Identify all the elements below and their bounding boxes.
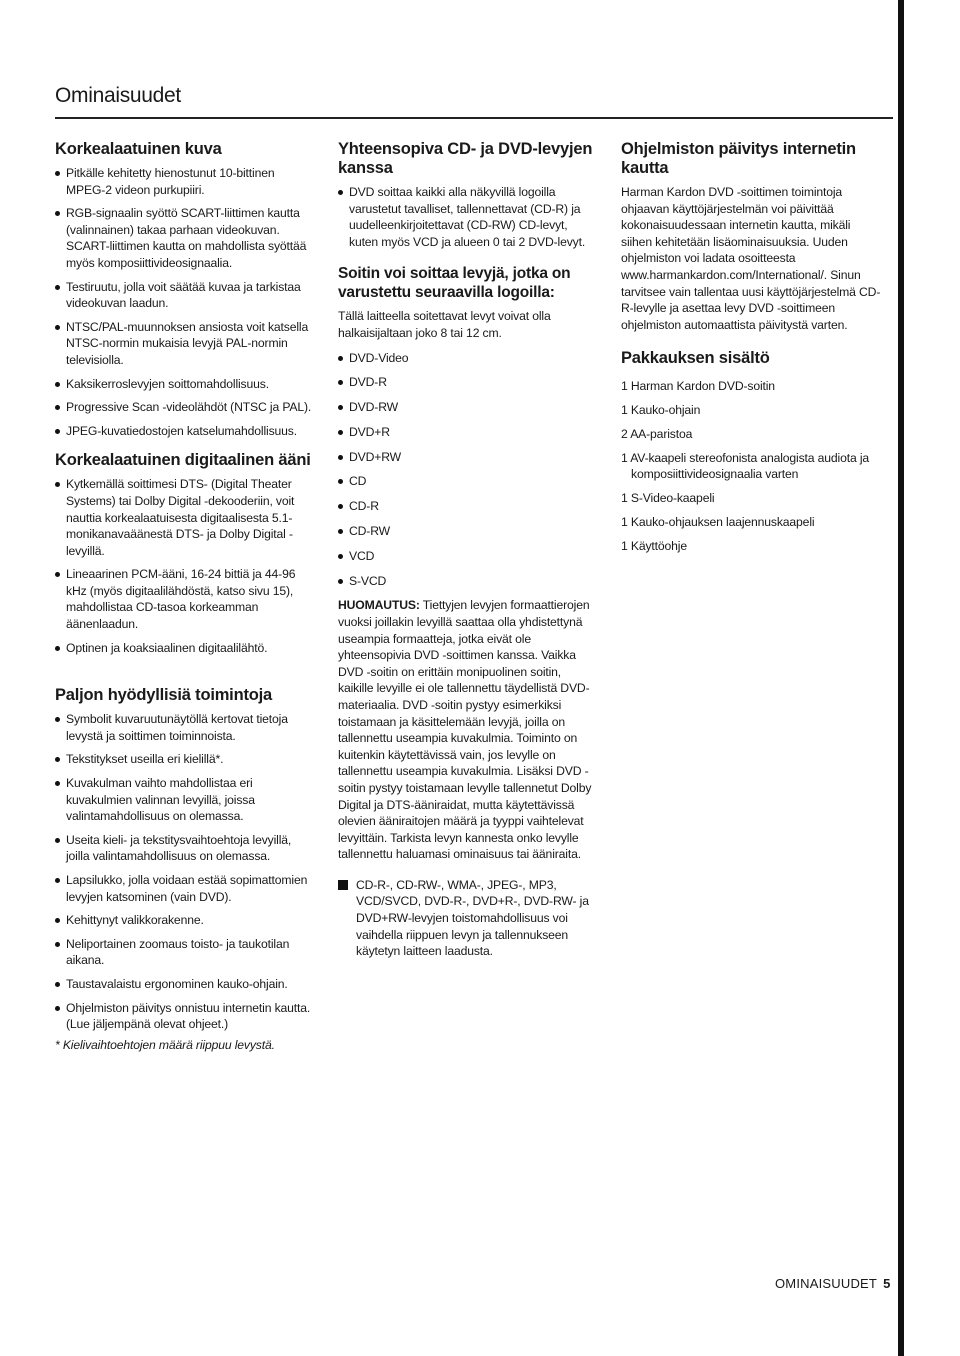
useful-features-list xyxy=(55,711,313,1033)
note-paragraph xyxy=(338,597,598,863)
list-item: 1 AV-kaapeli stereofonista analogista audiota ja komposiittivideosignaalia varten xyxy=(621,450,870,482)
list-item: 1 Käyttöohje xyxy=(621,538,687,553)
list-item: 1 Harman Kardon DVD-soitin xyxy=(621,379,775,394)
image-quality-list xyxy=(55,165,313,439)
section-heading-package-contents: Pakkauksen sisältö xyxy=(621,349,770,368)
note-label: HUOMAUTUS: xyxy=(338,598,420,613)
title-rule xyxy=(55,117,893,119)
list-item: Neliportainen zoomaus toisto- ja taukotilan aikana. xyxy=(55,936,313,969)
section-heading-playable-logos: Soitin voi soittaa levyjä, jotka on varustettu seuraavilla logoilla: xyxy=(338,265,571,302)
list-item: VCD xyxy=(338,548,598,565)
list-item: Kaksikerroslevyjen soittomahdollisuus. xyxy=(55,376,313,393)
list-item: Ohjelmiston päivitys onnistuu internetin kautta. (Lue jäljempänä olevat ohjeet.) xyxy=(55,1000,313,1033)
list-item: Taustavalaistu ergonominen kauko-ohjain. xyxy=(55,976,313,993)
list-item: Kehittynyt valikkorakenne. xyxy=(55,912,313,929)
page-number: 5 xyxy=(883,1276,891,1291)
list-item: Kytkemällä soittimesi DTS- (Digital Theater Systems) tai Dolby Digital -dekooderiin, voit nauttia korkealaatuisesta digitaalisesta 5.1-monikanavaäänestä DTS- ja Dolby Digital -levyillä. xyxy=(55,476,313,559)
section-heading-image-quality: Korkealaatuinen kuva xyxy=(55,140,222,158)
digital-audio-list xyxy=(55,476,313,656)
list-item: DVD soittaa kaikki alla näkyvillä logoilla varustetut tavalliset, tallennettavat (CD-R) ja uudelleenkirjoitettavat (CD-RW) CD-levyt, kuten myös VCD ja alueen 0 tai 2 DVD-levyt. xyxy=(338,184,598,250)
list-item: Tekstitykset useilla eri kielillä*. xyxy=(55,751,313,768)
list-item: NTSC/PAL-muunnoksen ansiosta voit katsella NTSC-normin mukaisia levyjä PAL-normin televisiolla. xyxy=(55,319,313,369)
list-item: DVD-Video xyxy=(338,350,598,367)
list-item: 1 Kauko-ohjauksen laajennuskaapeli xyxy=(621,514,815,529)
list-item: Progressive Scan -videolähdöt (NTSC ja PAL). xyxy=(55,399,313,416)
format-compat-note xyxy=(338,877,598,960)
list-item: Optinen ja koaksiaalinen digitaalilähtö. xyxy=(55,640,313,657)
list-item: Useita kieli- ja tekstitysvaihtoehtoja levyillä, joilla valintamahdollisuus on olemassa. xyxy=(55,832,313,865)
disc-size-intro: Tällä laitteella soitettavat levyt voivat olla halkaisijaltaan joko 8 tai 12 cm. xyxy=(338,309,551,340)
footnote: * Kielivaihtoehtojen määrä riippuu levystä. xyxy=(55,1037,275,1052)
software-update-body: Harman Kardon DVD -soittimen toimintoja ohjaavan käyttöjärjestelmän voi päivittää kokonaisuudessaan internetin kautta, mikäli siihen kehitetään lisäominaisuuksia. Uuden ohjelmiston voi ladata osoitteesta www.harmankardon.com/International/. Sinun tarvitsee vain tallentaa uusi käyttöjärjestelmä CD-R-levylle ja asettaa levy DVD -soittimeen ohjelmiston automaattista päivitystä varten. xyxy=(621,185,881,332)
list-item: DVD-R xyxy=(338,374,598,391)
square-bullet-icon xyxy=(338,880,348,890)
list-item: JPEG-kuvatiedostojen katselumahdollisuus. xyxy=(55,423,313,440)
section-heading-compatibility: Yhteensopiva CD- ja DVD-levyjen kanssa xyxy=(338,140,593,177)
list-item: Symbolit kuvaruutunäytöllä kertovat tietoja levystä ja soittimen toiminnoista. xyxy=(55,711,313,744)
disc-format-list xyxy=(338,350,598,590)
list-item: DVD-RW xyxy=(338,399,598,416)
list-item: 1 Kauko-ohjain xyxy=(621,403,701,418)
page-edge-rule xyxy=(898,0,904,1356)
note-text: Tiettyjen levyjen formaattierojen vuoksi joillakin levyillä saattaa olla yhdistettynä useampia formaatteja, jotka eivät ole yhteensopivia DVD -soittimen kanssa. Vaikka DVD -soitin on erittäin monipuolinen soitin, kaikille levyille ei ole tallennettu täydellistä DVD-materiaalia. DVD -soitin pystyy esimerkiksi toistamaan ja käsittelemään levyjä, joilla on tallennettu useampia kuvakulmia. Toiminto on kuitenkin käytettävissä vain, jos levylle on tallennettu useampia kuvakulmia. Lisäksi DVD -soitin pystyy toistamaan levylle tallennetut Dolby Digital ja DTS-ääniraidat, mutta käytettävissä olevien ääniraitojen määrä ja tyyppi vaihtelevat levyittäin. Tarkista levyn kannesta onko levylle tallennettu haluamasi ominaisuus tai ääniraita. xyxy=(338,598,592,862)
list-item: Lapsilukko, jolla voidaan estää sopimattomien levyjen katsominen (vain DVD). xyxy=(55,872,313,905)
section-heading-useful-features: Paljon hyödyllisiä toimintoja xyxy=(55,686,272,705)
list-item: RGB-signaalin syöttö SCART-liittimen kautta (valinnainen) takaa parhaan videokuvan. SCART-liittimen kautta on mahdollista syöttää myös komposiittivideosignaalia. xyxy=(55,205,313,271)
package-contents-list xyxy=(621,378,883,554)
list-item: Kuvakulman vaihto mahdollistaa eri kuvakulmien valinnan levyillä, joissa valintamahdollisuus on olemassa. xyxy=(55,775,313,825)
list-item: Lineaarinen PCM-ääni, 16-24 bittiä ja 44-96 kHz (myös digitaalilähdöstä, katso sivu 15), mahdollistaa CD-tasoa korkeamman äänenlaadun. xyxy=(55,566,313,632)
list-item: Pitkälle kehitetty hienostunut 10-bittinen MPEG-2 videon purkupiiri. xyxy=(55,165,313,198)
list-item: 2 AA-paristoa xyxy=(621,426,693,441)
section-heading-digital-audio: Korkealaatuinen digitaalinen ääni xyxy=(55,451,311,470)
list-item: CD xyxy=(338,473,598,490)
list-item: DVD+R xyxy=(338,424,598,441)
list-item: Testiruutu, jolla voit säätää kuvaa ja tarkistaa videokuvan laadun. xyxy=(55,279,313,312)
column-middle xyxy=(338,140,598,960)
column-left xyxy=(55,140,313,1052)
list-item: CD-RW xyxy=(338,523,598,540)
section-heading-software-update: Ohjelmiston päivitys internetin kautta xyxy=(621,140,856,177)
footer-label: OMINAISUUDET xyxy=(775,1276,878,1291)
list-item: DVD+RW xyxy=(338,449,598,466)
column-right xyxy=(621,140,883,561)
page-footer xyxy=(775,1276,891,1291)
page-title: Ominaisuudet xyxy=(55,84,181,107)
format-compat-text: CD-R-, CD-RW-, WMA-, JPEG-, MP3, VCD/SVCD, DVD-R-, DVD+R-, DVD-RW- ja DVD+RW-levyjen toistomahdollisuus voi vaihdella riippuen levyn ja tallennukseen käytetyn laitteen laadusta. xyxy=(356,877,589,959)
list-item: 1 S-Video-kaapeli xyxy=(621,491,715,506)
compatibility-list xyxy=(338,184,598,250)
list-item: CD-R xyxy=(338,498,598,515)
list-item: S-VCD xyxy=(338,573,598,590)
